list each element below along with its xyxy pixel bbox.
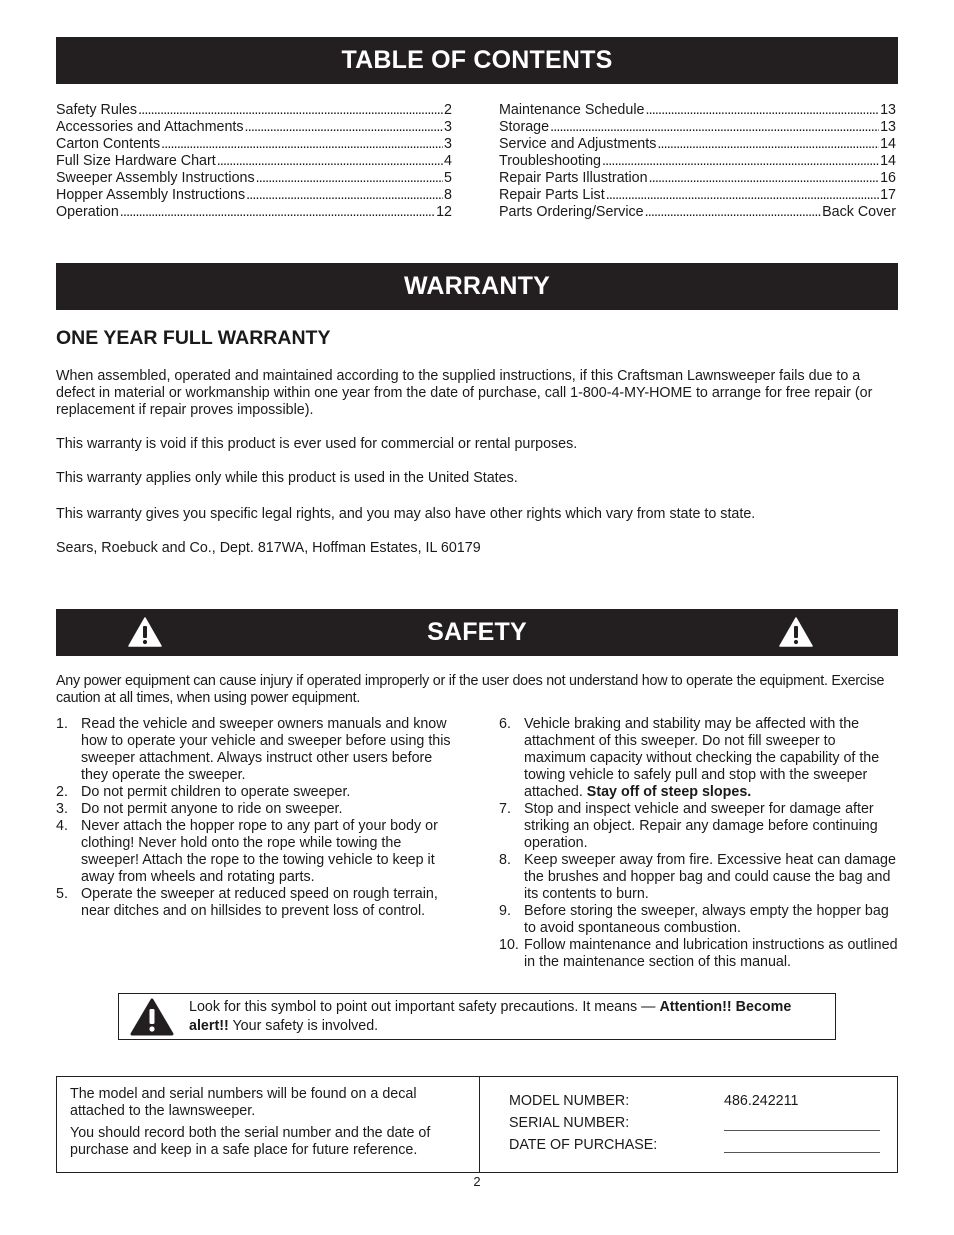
safety-rule (56, 784, 456, 801)
date-of-purchase-row (509, 1137, 889, 1154)
model-number-row (509, 1093, 889, 1110)
toc-entry-label: Repair Parts Illustration (499, 170, 648, 186)
toc-entry-page: 14 (880, 136, 896, 152)
safety-rule-number: 7. (499, 801, 511, 817)
toc-entry-page: 14 (880, 153, 896, 169)
safety-rule-number: 2. (56, 784, 68, 800)
safety-rule-text: Follow maintenance and lubrication instructions as outlined in the maintenance section of this manual. (524, 937, 898, 970)
warranty-paragraph-3: This warranty applies only while this product is used in the United States. (56, 470, 518, 486)
toc-entry-page: 12 (436, 204, 452, 220)
serial-number-row (509, 1115, 889, 1132)
record-note-1: The model and serial numbers will be found on a decal attached to the lawnsweeper. (70, 1086, 417, 1119)
toc-entry-page: 4 (444, 153, 452, 169)
warranty-paragraph-2: This warranty is void if this product is ever used for commercial or rental purposes. (56, 436, 578, 452)
safety-rule-text: Operate the sweeper at reduced speed on rough terrain, near ditches and on hillsides to prevent loss of control. (81, 886, 438, 919)
safety-rule (499, 801, 901, 852)
safety-rule-number: 6. (499, 716, 511, 732)
notice-text: Look for this symbol to point out important safety precautions. It means — Attention!! Become alert!! Your safety is involved. (189, 999, 792, 1034)
warranty-header (56, 263, 898, 310)
safety-rule-number: 8. (499, 852, 511, 868)
toc-entry (499, 102, 896, 119)
toc-leader-dots (138, 102, 443, 119)
safety-rule (56, 716, 456, 784)
toc-entry-page: 13 (880, 102, 896, 118)
safety-rule (56, 801, 456, 818)
toc-entry (499, 119, 896, 136)
safety-intro: Any power equipment can cause injury if operated improperly or if the user does not understand how to operate the equipment. Exercise caution at all times, when using power equipment. (56, 673, 885, 706)
toc-entry (56, 204, 452, 221)
toc-leader-dots (606, 187, 879, 204)
serial-number-label: SERIAL NUMBER: (509, 1115, 630, 1131)
toc-entry-label: Hopper Assembly Instructions (56, 187, 246, 203)
product-record-box (56, 1076, 898, 1173)
safety-rule-text: Read the vehicle and sweeper owners manuals and know how to operate your vehicle and sweeper before using this sweeper attachment. Always instruct other users before they operate the sweeper. (81, 716, 451, 783)
toc-entry-page: 8 (444, 187, 452, 203)
toc-entry (56, 153, 452, 170)
toc-leader-dots (602, 153, 879, 170)
safety-alert-notice (118, 993, 836, 1040)
safety-rules-left (56, 716, 456, 920)
safety-rule-number: 3. (56, 801, 68, 817)
safety-rule-text: Do not permit anyone to ride on sweeper. (81, 801, 343, 817)
toc-entry-page: 3 (444, 136, 452, 152)
toc-leader-dots (161, 136, 443, 153)
warning-icon (128, 617, 162, 647)
toc-leader-dots (256, 170, 443, 187)
toc-entry-label: Operation (56, 204, 119, 220)
toc-entry (499, 136, 896, 153)
toc-entry (56, 102, 452, 119)
safety-rules-right (499, 716, 901, 971)
safety-rule (499, 716, 901, 801)
toc-entry (56, 136, 452, 153)
toc-entry (499, 153, 896, 170)
warranty-paragraph-4: This warranty gives you specific legal rights, and you may also have other rights which vary from state to state. (56, 506, 756, 522)
model-number-label: MODEL NUMBER: (509, 1093, 630, 1109)
safety-rule (499, 903, 901, 937)
toc-leader-dots (245, 119, 444, 136)
safety-title: SAFETY (427, 618, 527, 646)
toc-leader-dots (217, 153, 443, 170)
toc-leader-dots (246, 187, 443, 204)
toc-leader-dots (645, 204, 821, 221)
toc-entry-label: Troubleshooting (499, 153, 601, 169)
warning-icon (779, 617, 813, 647)
warranty-paragraph-1: When assembled, operated and maintained according to the supplied instructions, if this Craftsman Lawnsweeper fails due to a defect in material or workmanship within one year from the date of purchase, call 1-800-4-MY-HOME to arrange for free repair (or replacement if repair proves impossible). (56, 368, 873, 418)
safety-rule-text: Never attach the hopper rope to any part of your body or clothing! Never hold onto the rope while towing the sweeper! Attach the rope to the towing vehicle to keep it away from wheels and rotating parts. (81, 818, 438, 885)
toc-entry-label: Repair Parts List (499, 187, 605, 203)
toc-entry-label: Service and Adjustments (499, 136, 657, 152)
toc-entry-label: Carton Contents (56, 136, 161, 152)
safety-rule-text: Before storing the sweeper, always empty the hopper bag to avoid spontaneous combustion. (524, 903, 889, 936)
toc-entry-page: 3 (444, 119, 452, 135)
safety-header (56, 609, 898, 656)
toc-entry-label: Safety Rules (56, 102, 138, 118)
safety-rule-number: 10. (499, 937, 519, 953)
toc-right-column (499, 102, 896, 221)
safety-rule (499, 937, 901, 971)
safety-rule (499, 852, 901, 903)
safety-rule-text: Do not permit children to operate sweeper. (81, 784, 351, 800)
toc-entry (56, 187, 452, 204)
toc-entry-page: 16 (880, 170, 896, 186)
serial-number-blank (724, 1130, 880, 1131)
toc-leader-dots (657, 136, 879, 153)
toc-leader-dots (120, 204, 435, 221)
date-of-purchase-blank (724, 1152, 880, 1153)
toc-entry-page: Back Cover (822, 204, 896, 220)
safety-rule-number: 9. (499, 903, 511, 919)
toc-leader-dots (649, 170, 880, 187)
safety-rule-text: Vehicle braking and stability may be affected with the attachment of this sweeper. Do not fill sweeper to maximum capacity without checking the capability of the towing vehicle to safely pull and stop with the sweeper attached. (524, 716, 880, 800)
page-number: 2 (473, 1174, 481, 1189)
toc-entry-page: 2 (444, 102, 452, 118)
safety-rule-emphasis: Stay off of steep slopes. (586, 784, 752, 800)
record-instructions (57, 1077, 480, 1172)
safety-rule-text: Keep sweeper away from fire. Excessive heat can damage the brushes and hopper bag and could cause the bag and its contents to burn. (524, 852, 896, 902)
safety-rule-number: 5. (56, 886, 68, 902)
date-of-purchase-label: DATE OF PURCHASE: (509, 1137, 658, 1153)
toc-title: TABLE OF CONTENTS (341, 46, 613, 74)
toc-entry-label: Sweeper Assembly Instructions (56, 170, 255, 186)
safety-alert-icon (130, 998, 174, 1036)
safety-rule (56, 818, 456, 886)
toc-entry (499, 170, 896, 187)
toc-header (56, 37, 898, 84)
toc-left-column (56, 102, 452, 221)
toc-entry-page: 17 (880, 187, 896, 203)
toc-entry-page: 13 (880, 119, 896, 135)
warranty-title: WARRANTY (403, 272, 551, 300)
toc-entry-label: Accessories and Attachments (56, 119, 244, 135)
toc-entry (56, 170, 452, 187)
toc-entry-label: Full Size Hardware Chart (56, 153, 216, 169)
safety-rule-number: 1. (56, 716, 68, 732)
toc-entry-label: Parts Ordering/Service (499, 204, 644, 220)
toc-entry (56, 119, 452, 136)
toc-entry (499, 187, 896, 204)
toc-entry-label: Maintenance Schedule (499, 102, 645, 118)
record-note-2: You should record both the serial number and the date of purchase and keep in a safe place for future reference. (70, 1125, 431, 1158)
model-number-value: 486.242211 (724, 1093, 799, 1109)
toc-leader-dots (645, 102, 879, 119)
safety-rule (56, 886, 456, 920)
warranty-address: Sears, Roebuck and Co., Dept. 817WA, Hoffman Estates, IL 60179 (56, 540, 481, 556)
safety-rule-text: Stop and inspect vehicle and sweeper for damage after striking an object. Repair any damage before continuing operation. (524, 801, 878, 851)
safety-rule-number: 4. (56, 818, 68, 834)
toc-entry (499, 204, 896, 221)
toc-entry-page: 5 (444, 170, 452, 186)
toc-leader-dots (550, 119, 879, 136)
warranty-subtitle: ONE YEAR FULL WARRANTY (56, 327, 331, 349)
toc-entry-label: Storage (499, 119, 550, 135)
